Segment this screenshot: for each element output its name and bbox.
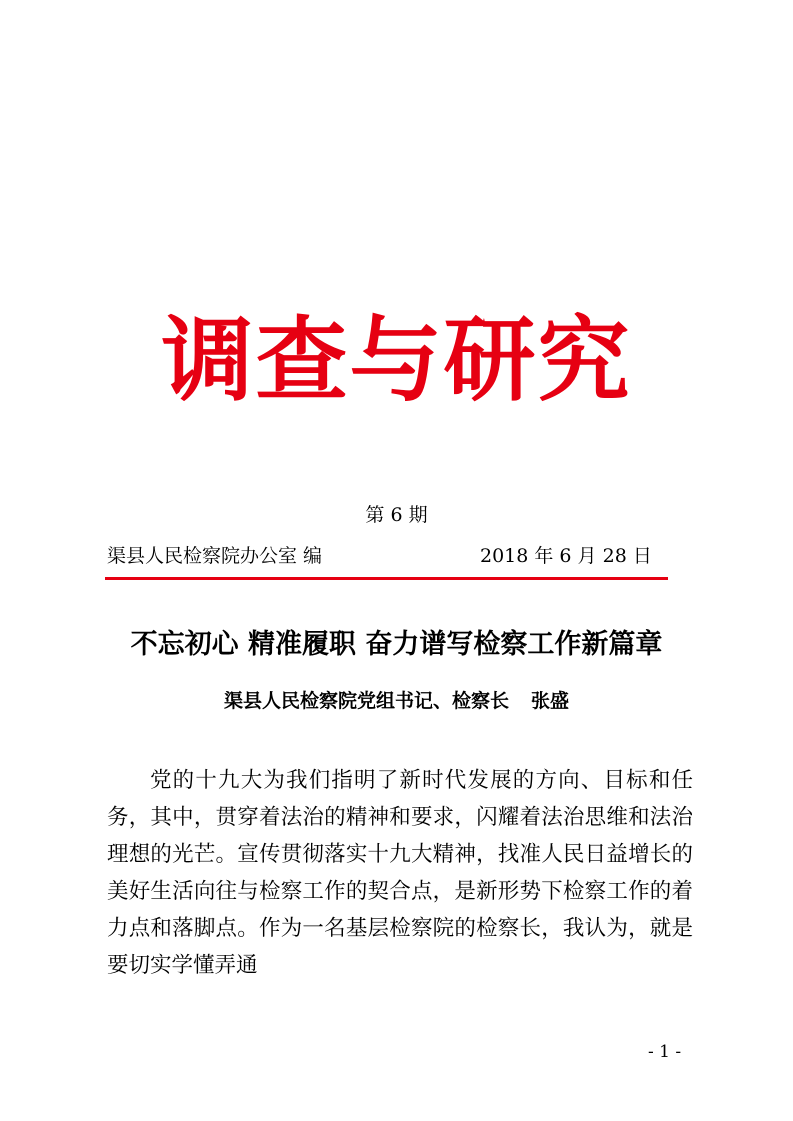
body-paragraph: 党的十九大为我们指明了新时代发展的方向、目标和任务，其中，贯穿着法治的精神和要求，闪耀着法治思维和法治理想的光芒。宣传贯彻落实十九大精神，找准人民日益增长的美好生活向往与检察工作的契合点，是新形势下检察工作的着力点和落脚点。作为一名基层检察院的检察长，我认为，就是要切实学懂弄通 [107,768,693,978]
publish-date: 2018 年 6 月 28 日 [480,545,652,567]
red-divider-rule [105,577,668,580]
article-body [107,762,693,984]
author-organization: 渠县人民检察院党组书记、检察长 [223,690,509,712]
issue-number: 第 6 期 [365,504,428,526]
author-name: 张盛 [531,690,570,712]
author-line [0,688,793,714]
editor-line: 渠县人民检察院办公室 编 [107,545,323,567]
page-number: - 1 - [648,1042,682,1062]
article-title: 不忘初心 精准履职 奋力谱写检察工作新篇章 [130,629,663,660]
masthead-title: 调查与研究 [161,306,632,414]
